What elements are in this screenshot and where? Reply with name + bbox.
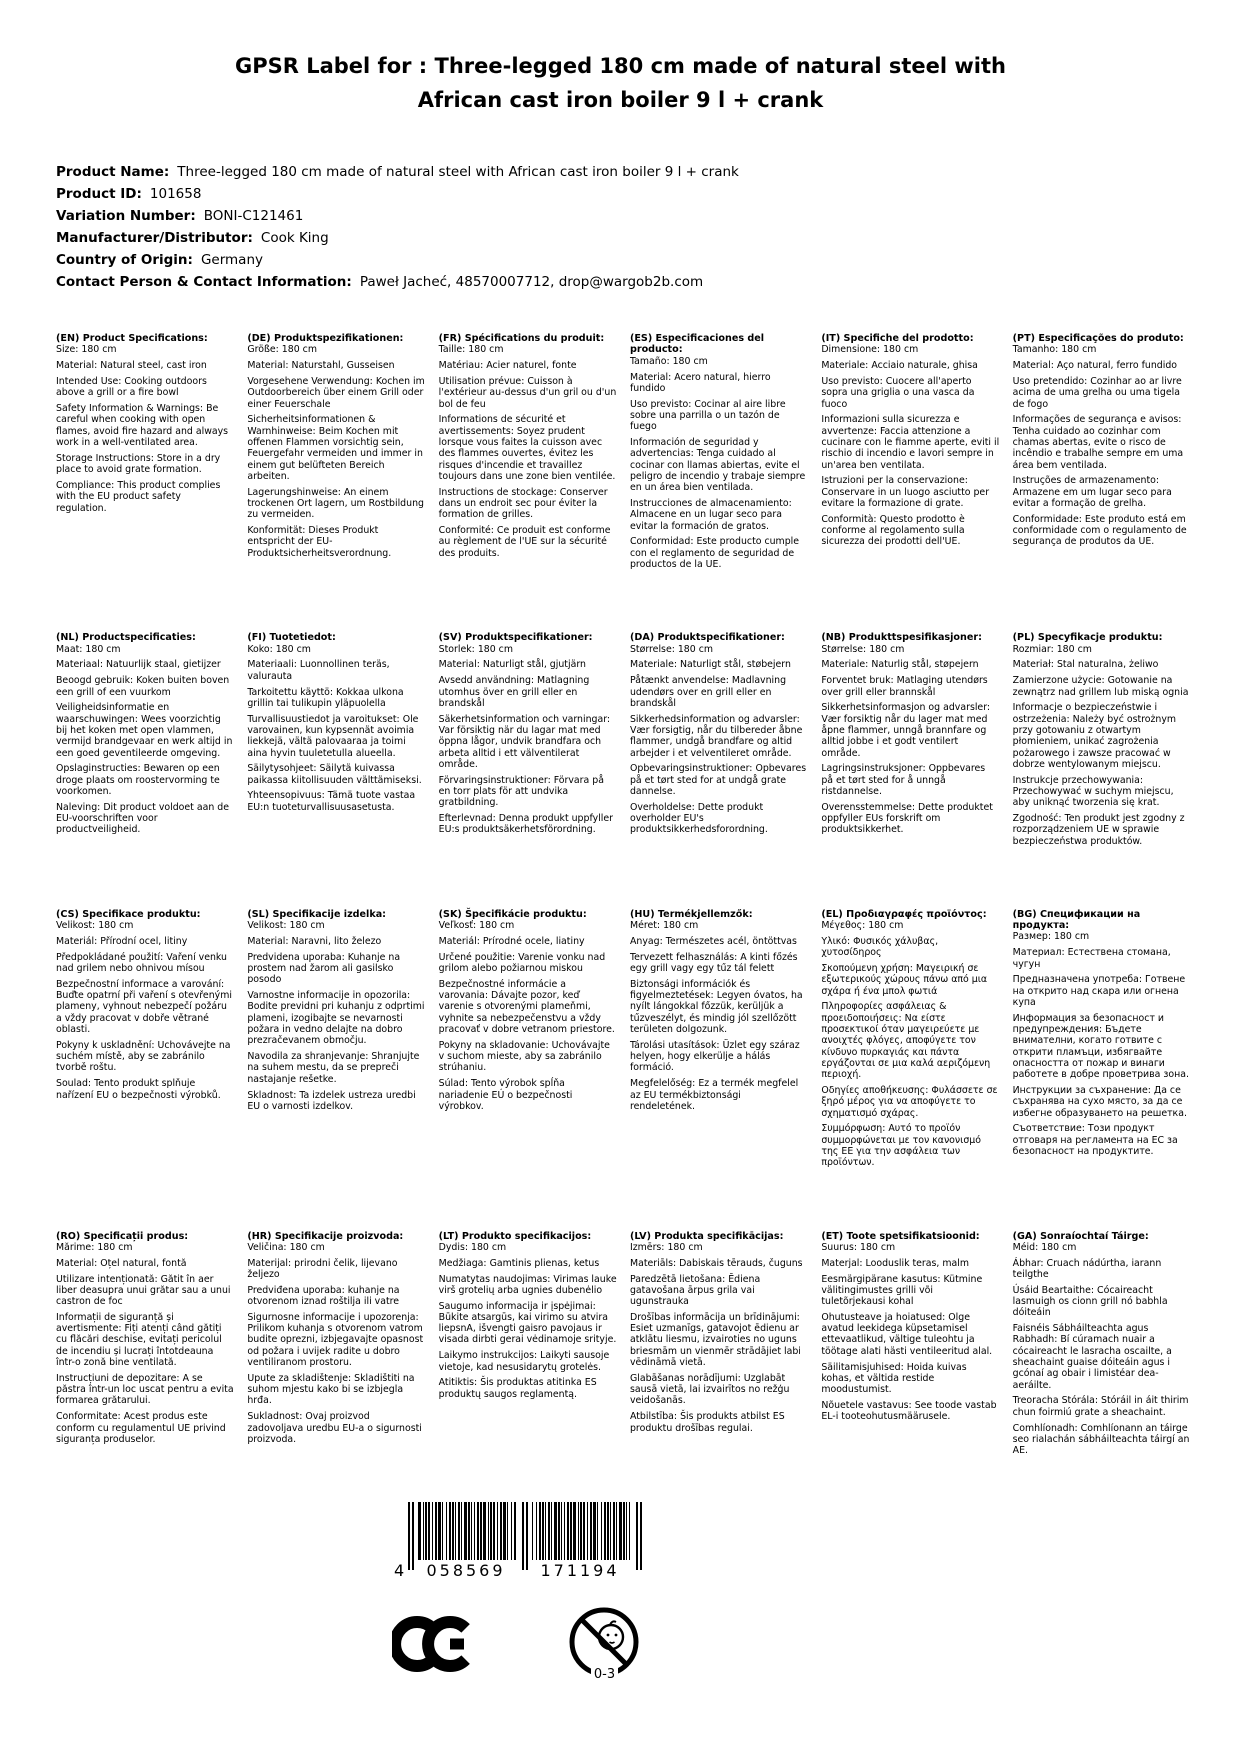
spec-paragraph: Veličina: 180 cm: [247, 1241, 325, 1253]
spec-paragraph: Materjal: Looduslik teras, malm: [821, 1257, 969, 1269]
language-block-et: [821, 1231, 999, 1423]
spec-paragraph: Laikymo instrukcijos: Laikyti sausoje vietoje, kad nesusidarytų grotelės.: [438, 1350, 610, 1373]
spec-paragraph: Instrucciones de almacenamiento: Almacene en un lugar seco para evitar la formación de gratos.: [629, 498, 792, 532]
spec-paragraph: Size: 180 cm: [56, 344, 117, 356]
language-block-nb: [821, 632, 999, 835]
spec-paragraph: Dimensione: 180 cm: [821, 344, 919, 356]
language-block-fr: [439, 333, 617, 559]
block-heading: (FR) Spécifications du produit:: [438, 333, 605, 345]
spec-paragraph: Rozmiar: 180 cm: [1012, 643, 1092, 655]
field-label: Variation Number:: [56, 208, 196, 225]
product-info-row: [56, 183, 1181, 205]
spec-paragraph: Instrucțiuni de depozitare: A se păstra într-un loc uscat pentru a evita formarea grătarului.: [56, 1372, 234, 1407]
spec-paragraph: Veľkosť: 180 cm: [438, 920, 515, 932]
spec-paragraph: Materiál: Prírodné ocele, liatiny: [438, 935, 585, 947]
spec-paragraph: Conformitate: Acest produs este conform cu regulamentul UE privind siguranța produselor.: [56, 1411, 226, 1445]
spec-paragraph: Säilitamisjuhised: Hoida kuivas kohas, et vältida restide moodustumist.: [821, 1361, 967, 1396]
spec-paragraph: Mărime: 180 cm: [56, 1241, 133, 1253]
spec-paragraph: Οδηγίες αποθήκευσης: Φυλάσσετε σε ξηρό μέρος για να αποφύγετε το σχηματισμό σχάρας.: [821, 1085, 998, 1119]
spec-paragraph: Material: Aço natural, ferro fundido: [1012, 360, 1178, 372]
field-value: Paweł Jacheć, 48570007712, drop@wargob2b.com: [359, 274, 704, 291]
spec-paragraph: Storage Instructions: Store in a dry place to avoid grate formation.: [56, 452, 221, 476]
spec-paragraph: Nõuetele vastavus: See toode vastab EL-i tooteohutusmäärusele.: [821, 1399, 997, 1423]
language-block-sl: [247, 909, 425, 1112]
spec-paragraph: Biztonsági információk és figyelmeztetések: Legyen óvatos, ha nyílt lángokkal főzzük, kerüljük a tűzveszélyt, és mindig jól szellőzött területen dolgozunk.: [629, 978, 803, 1036]
spec-paragraph: Instrukcje przechowywania: Przechowywać w suchym miejscu, aby uniknąć tworzenia się krat.: [1012, 774, 1174, 809]
spec-paragraph: Soulad: Tento produkt splňuje nařízení EU o bezpečnosti výrobků.: [56, 1078, 221, 1101]
spec-paragraph: Lagringsinstruksjoner: Oppbevares på et tørt sted for å unngå ristdannelse.: [821, 763, 986, 797]
spec-paragraph: Sukladnost: Ovaj proizvod zadovoljava uredbu EU-a o sigurnosti proizvoda.: [247, 1411, 422, 1445]
ean-barcode: [388, 1502, 653, 1580]
language-block-da: [630, 632, 808, 835]
block-heading: (EL) Προδιαγραφές προϊόντος:: [821, 908, 987, 920]
spec-paragraph: Avsedd användning: Matlagning utomhus över en grill eller en brandskål: [438, 675, 590, 709]
block-heading: (EN) Product Specifications:: [56, 333, 208, 345]
spec-paragraph: Ohutusteave ja hoiatused: Olge avatud leekidega küpsetamisel ettevaatlikud, vältige tuleohtu ja töötage alati hästi ventileeritud alal.: [821, 1311, 993, 1357]
spec-paragraph: Materiaal: Natuurlijk staal, gietijzer: [56, 659, 221, 671]
language-block-pt: [1013, 333, 1191, 548]
spec-paragraph: Méid: 180 cm: [1012, 1241, 1077, 1253]
language-block-cs: [56, 909, 234, 1101]
spec-paragraph: Atbilstība: Šis produkts atbilst ES produktu drošības regulai.: [629, 1411, 785, 1434]
block-heading: (HU) Termékjellemzők:: [629, 908, 753, 920]
language-block-sv: [439, 632, 617, 835]
language-block-es: [630, 333, 808, 570]
spec-paragraph: Størrelse: 180 cm: [821, 643, 905, 655]
block-heading: (SV) Produktspecifikationer:: [438, 632, 593, 644]
spec-paragraph: Súlad: Tento výrobok spĺňa nariadenie EÚ o bezpečnosti výrobkov.: [438, 1078, 573, 1112]
spec-paragraph: Tamanho: 180 cm: [1012, 344, 1097, 356]
spec-paragraph: Υλικό: Φυσικός χάλυβας, χυτοσίδηρος: [821, 935, 939, 959]
spec-paragraph: Størrelse: 180 cm: [629, 643, 714, 655]
spec-paragraph: Uso pretendido: Cozinhar ao ar livre acima de uma grelha ou uma tigela de fogo: [1012, 376, 1182, 410]
spec-paragraph: Glabāšanas norādījumi: Uzglabāt sausā vietā, lai izvairītos no režģu veidošanās.: [629, 1372, 790, 1407]
language-block-hr: [247, 1231, 425, 1446]
block-heading: (LV) Produkta specifikācijas:: [629, 1230, 784, 1242]
spec-paragraph: Förvaringsinstruktioner: Förvara på en torr plats för att undvika gratbildning.: [438, 774, 604, 809]
spec-paragraph: Material: Oțel natural, fontă: [56, 1257, 187, 1269]
spec-paragraph: Predviđena uporaba: kuhanje na otvorenom iznad roštilja ili vatre: [247, 1284, 400, 1308]
spec-paragraph: Materiał: Stal naturalna, żeliwo: [1012, 659, 1159, 671]
language-block-pl: [1013, 632, 1191, 847]
spec-paragraph: Информация за безопасност и предупреждения: Бъдете внимателни, когато готвите с открити пламъци, избягвайте опасността от пожар и винаги работете в добре проветрива зона.: [1012, 1012, 1189, 1081]
block-heading: (IT) Specifiche del prodotto:: [821, 333, 974, 345]
spec-paragraph: Instructions de stockage: Conserver dans un endroit sec pour éviter la formation de grilles.: [438, 486, 608, 521]
block-heading: (RO) Specificații produs:: [56, 1230, 189, 1242]
language-block-nl: [56, 632, 234, 835]
spec-paragraph: Koko: 180 cm: [247, 643, 311, 655]
spec-paragraph: Anyag: Természetes acél, öntöttvas: [629, 935, 797, 947]
product-info-row: [56, 205, 1181, 227]
field-value: Three-legged 180 cm made of natural steel with African cast iron boiler 9 l + crank: [177, 164, 739, 181]
spec-paragraph: Úsáid Beartaithe: Cócaireacht lasmuigh os cionn grill nó babhla dóiteáin: [1012, 1284, 1168, 1319]
spec-paragraph: Pokyny k uskladnění: Uchovávejte na suchém místě, aby se zabránilo tvorbě roštu.: [56, 1039, 231, 1074]
block-heading: (ET) Toote spetsifikatsioonid:: [821, 1230, 980, 1242]
spec-paragraph: Bezpečnostné informácie a varovania: Dávajte pozor, keď varenie s otvorenými plameňmi, vyhnite sa nebezpečenstvu a vždy pracovať v dobre vetranom priestore.: [438, 978, 615, 1036]
spec-paragraph: Naleving: Dit product voldoet aan de EU-voorschriften voor productveiligheid.: [56, 801, 229, 836]
spec-paragraph: Lagerungshinweise: An einem trockenen Ort lagern, um Rostbildung zu vermeiden.: [247, 486, 424, 521]
spec-paragraph: Overholdelse: Dette produkt overholder EU's produktsikkerhedsforordning.: [629, 801, 768, 836]
spec-paragraph: Säilytysohjeet: Säilytä kuivassa paikassa kiitollisuuden välttämiseksi.: [247, 763, 422, 786]
spec-paragraph: Veiligheidsinformatie en waarschuwingen: Wees voorzichtig bij het koken met open vlammen, vermijd brandgevaar en werk altijd in een goed geventileerde omgeving.: [56, 702, 233, 759]
product-info-section: [56, 161, 1181, 293]
spec-paragraph: Varnostne informacije in opozorila: Bodite previdni pri kuhanju z odprtimi plameni, izogibajte se nevarnosti požara in vedno delajte na dobro prezračevanem območju.: [247, 990, 425, 1047]
spec-paragraph: Bezpečnostní informace a varování: Buďte opatrní při vaření s otevřenými plameny, vyhnout nebezpečí požáru a vždy pracovat v dobře větrané oblasti.: [56, 978, 232, 1036]
spec-paragraph: Efterlevnad: Denna produkt uppfyller EU:s produktsäkerhetsförordning.: [438, 812, 613, 836]
spec-paragraph: Opslaginstructies: Bewaren op een droge plaats om roostervorming te voorkomen.: [56, 763, 220, 797]
spec-paragraph: Material: Naturligt stål, gjutjärn: [438, 659, 586, 671]
language-block-en: [56, 333, 234, 514]
spec-paragraph: Medžiaga: Gamtinis plienas, ketus: [438, 1257, 600, 1269]
spec-paragraph: Uso previsto: Cuocere all'aperto sopra una griglia o una vasca da fuoco: [821, 376, 975, 410]
spec-paragraph: Taille: 180 cm: [438, 344, 504, 356]
block-heading: (LT) Produkto specifikacijos:: [438, 1230, 592, 1242]
spec-paragraph: Istruzioni per la conservazione: Conservare in un luogo asciutto per evitare la formazione di grate.: [821, 475, 990, 510]
field-value: Germany: [200, 252, 263, 269]
spec-paragraph: Zamierzone użycie: Gotowanie na zewnątrz nad grillem lub miską ognia: [1012, 675, 1189, 698]
spec-paragraph: Sicherheitsinformationen & Warnhinweise: Beim Kochen mit offenen Flammen vorsichtig sein, Feuergefahr vermeiden und immer in einem gut belüfteten Bereich arbeiten.: [247, 414, 423, 482]
spec-paragraph: Turvallisuustiedot ja varoitukset: Ole varovainen, kun kypsennät avoimia liekkejä, vältä palovaaraa ja toimi aina hyvin tuuletetulla alueella.: [247, 713, 419, 759]
language-block-bg: [1013, 909, 1191, 1157]
spec-paragraph: Materiál: Přírodní ocel, litiny: [56, 935, 188, 947]
field-value: Cook King: [260, 230, 329, 247]
spec-paragraph: Tamaño: 180 cm: [629, 355, 708, 367]
spec-paragraph: Vorgesehene Verwendung: Kochen im Outdoorbereich über einem Grill oder einer Feuerschale: [247, 376, 425, 410]
spec-paragraph: Materiale: Naturlig stål, støpejern: [821, 659, 979, 671]
spec-paragraph: Velikost: 180 cm: [247, 920, 325, 932]
language-block-ga: [1013, 1231, 1191, 1457]
spec-paragraph: Größe: 180 cm: [247, 344, 317, 356]
spec-paragraph: Материал: Естествена стомана, чугун: [1012, 947, 1171, 970]
spec-paragraph: Upute za skladištenje: Skladištiti na suhom mjestu kako bi se izbjegla hrđa.: [247, 1372, 415, 1407]
spec-paragraph: Informazioni sulla sicurezza e avvertenze: Faccia attenzione a cucinare con le fiamme aperte, eviti il rischio di incendio e lavori sempre in un'area ben ventilata.: [821, 414, 1000, 471]
spec-paragraph: Tervezett felhasználás: A kinti főzés egy grill vagy egy tűz tál felett: [629, 951, 798, 975]
product-info-row: [56, 227, 1181, 249]
label-footer: [388, 1502, 688, 1712]
spec-paragraph: Materiale: Naturligt stål, støbejern: [629, 659, 791, 671]
spec-paragraph: Eesmärgipärane kasutus: Kütmine välitingimustes grilli või tuletõrjekausi kohal: [821, 1273, 983, 1308]
spec-paragraph: Předpokládané použití: Vaření venku nad grilem nebo ohnivou mísou: [56, 951, 227, 975]
spec-paragraph: Säkerhetsinformation och varningar: Var försiktig när du lagar mat med öppna lågor, undvik brandfara och arbeta alltid i ett välventilerat område.: [438, 713, 611, 770]
spec-paragraph: Forventet bruk: Matlaging utendørs over grill eller brannskål: [821, 675, 988, 698]
spec-paragraph: Πληροφορίες ασφάλειας & προειδοποιήσεις: Να είστε προσεκτικοί όταν μαγειρεύετε με ανοιχτές φλόγες, αποφύγετε τον κίνδυνο πυρκαγιάς και πάντα εργάζονται σε μια καλά αεριζόμενη περιοχή.: [821, 1001, 991, 1081]
age-warning-0-3-icon: [566, 1606, 642, 1682]
spec-paragraph: Размер: 180 cm: [1012, 931, 1090, 943]
spec-paragraph: Suurus: 180 cm: [821, 1241, 896, 1253]
spec-paragraph: Méret: 180 cm: [629, 920, 699, 932]
spec-paragraph: Paredzētā lietošana: Ēdiena gatavošana ārpus grila vai ugunstrauka: [629, 1273, 761, 1308]
spec-paragraph: Určené použitie: Varenie vonku nad grilom alebo požiarnou miskou: [438, 951, 606, 975]
spec-paragraph: Materiale: Acciaio naturale, ghisa: [821, 360, 978, 372]
spec-paragraph: Utilisation prévue: Cuisson à l'extérieur au-dessus d'un gril ou d'un bol de feu: [438, 376, 617, 410]
spec-paragraph: Numatytas naudojimas: Virimas lauke virš grotelių arba ugnies dubenėlio: [438, 1273, 617, 1296]
spec-paragraph: Sikkerhetsinformasjon og advarsler: Vær forsiktig når du lager mat med åpne flammer, unngå brannfare og alltid jobbe i et godt ventilert område.: [821, 702, 991, 759]
field-label: Manufacturer/Distributor:: [56, 230, 253, 247]
spec-paragraph: Conformità: Questo prodotto è conforme al regolamento sulla sicurezza dei prodotti dell'UE.: [821, 513, 965, 548]
language-block-ro: [56, 1231, 234, 1446]
spec-paragraph: Saugumo informacija ir įspėjimai: Būkite atsargūs, kai virimo su atvira liepsnA, išvengti gaisro pavojaus ir visada dirbti gerai vėdinamoje srityje.: [438, 1300, 617, 1346]
language-block-fi: [247, 632, 425, 813]
block-heading: (DE) Produktspezifikationen:: [247, 333, 404, 345]
spec-paragraph: Conformidad: Este producto cumple con el reglamento de seguridad de productos de la UE.: [629, 536, 800, 571]
spec-paragraph: Conformidade: Este produto está em conformidade com o regulamento de segurança de produtos da UE.: [1012, 513, 1187, 548]
spec-paragraph: Materiaali: Luonnollinen teräs, valurauta: [247, 659, 390, 682]
spec-paragraph: Atitiktis: Šis produktas atitinka ES produktų saugos reglamentą.: [438, 1377, 597, 1400]
spec-paragraph: Σκοπούμενη χρήση: Μαγειρική σε εξωτερικούς χώρους πάνω από μια σχάρα ή ένα μπολ φωτιά: [821, 963, 988, 997]
ean-barcode-bars: [408, 1502, 642, 1570]
spec-paragraph: Instruções de armazenamento: Armazene em um lugar seco para evitar a formação de grelha.: [1012, 475, 1172, 510]
spec-paragraph: Overensstemmelse: Dette produktet oppfyller EUs forskrift om produktsikkerhet.: [821, 801, 993, 836]
language-block-it: [821, 333, 999, 548]
spec-paragraph: Materijal: prirodni čelik, lijevano željezo: [247, 1257, 398, 1280]
block-heading: (BG) Спецификации на продукта:: [1012, 908, 1141, 932]
block-heading: (NL) Productspecificaties:: [56, 632, 196, 644]
barcode-digit-group1: 058569: [426, 1561, 506, 1581]
field-label: Product ID:: [56, 186, 142, 203]
spec-paragraph: Informații de siguranță și avertismente: Fiți atenți când gătiți cu flăcări deschise, evitați pericolul de incendiu și lucrați întotdeauna într-o zonă bine ventilată.: [56, 1311, 222, 1369]
compliance-icons-row: [392, 1606, 688, 1682]
spec-paragraph: Intended Use: Cooking outdoors above a grill or a fire bowl: [56, 376, 207, 399]
field-value: 101658: [149, 186, 202, 203]
spec-paragraph: Opbevaringsinstruktioner: Opbevares på et tørt sted for at undgå grate dannelse.: [629, 763, 807, 797]
spec-paragraph: Navodila za shranjevanje: Shranjujte na suhem mestu, da se prepreči nastajanje rešetke.: [247, 1051, 420, 1085]
spec-paragraph: Инструкции за съхранение: Да се съхранява на сухо място, за да се избегне образуването на решетка.: [1012, 1085, 1187, 1119]
field-label: Country of Origin:: [56, 252, 193, 269]
language-block-de: [247, 333, 425, 559]
spec-paragraph: Предназначена употреба: Готвене на открито над скара или огнена купа: [1012, 974, 1186, 1008]
spec-paragraph: Compliance: This product complies with the EU product safety regulation.: [56, 479, 221, 514]
spec-paragraph: Drošības informācija un brīdinājumi: Esiet uzmanīgs, gatavojot ēdienu ar atklātu liesmu, izvairoties no uguns briesmām un vienmēr strādājiet labi vēdināmā vietā.: [629, 1311, 801, 1369]
spec-paragraph: Conformité: Ce produit est conforme au règlement de l'UE sur la sécurité des produits.: [438, 525, 611, 559]
spec-paragraph: Informacje o bezpieczeństwie i ostrzeżenia: Należy być ostrożnym przy gotowaniu z otwartym płomieniem, unikać zagrożenia pożarowego i zawsze pracować w dobrze wentylowanym miejscu.: [1012, 702, 1177, 770]
page-title: GPSR Label for : Three-legged 180 cm made of natural steel with African cast iron boiler 9 l + crank: [234, 54, 1006, 112]
language-block-hu: [630, 909, 808, 1112]
spec-paragraph: Izmērs: 180 cm: [629, 1241, 703, 1253]
block-heading: (SL) Specifikacije izdelka:: [247, 908, 387, 920]
field-label: Product Name:: [56, 164, 170, 181]
spec-paragraph: Zgodność: Ten produkt jest zgodny z rozporządzeniem UE w sprawie bezpieczeństwa produktów.: [1012, 812, 1185, 847]
field-label: Contact Person & Contact Information:: [56, 274, 352, 291]
spec-paragraph: Material: Acero natural, hierro fundido: [629, 371, 771, 394]
spec-paragraph: Съответствие: Този продукт отговаря на регламента на ЕС за безопасност на продуктите.: [1012, 1123, 1178, 1158]
spec-paragraph: Treoracha Stórála: Stóráil in áit thirim chun foirmiú grate a sheachaint.: [1012, 1395, 1189, 1418]
spec-paragraph: Velikost: 180 cm: [56, 920, 134, 932]
spec-paragraph: Informations de sécurité et avertissements: Soyez prudent lorsque vous faites la cuisson avec des flammes ouvertes, évitez les risques d'incendie et travaillez toujours dans une zone bien ventilée.: [438, 414, 616, 482]
block-heading: (ES) Especificaciones del producto:: [629, 333, 765, 356]
spec-paragraph: Safety Information & Warnings: Be careful when cooking with open flames, avoid fire hazard and always work in a well-ventilated area.: [56, 403, 229, 449]
language-grid: [56, 333, 1191, 1456]
block-heading: (NB) Produkttspesifikasjoner:: [821, 632, 982, 644]
language-block-sk: [439, 909, 617, 1112]
ce-mark-icon: [392, 1613, 480, 1675]
spec-paragraph: Comhlíonadh: Comhlíonann an táirge seo rialachán sábháilteachta táirgí an AE.: [1012, 1422, 1190, 1457]
spec-paragraph: Pokyny na skladovanie: Uchovávajte v suchom mieste, aby sa zabránilo strúhaniu.: [438, 1039, 610, 1074]
spec-paragraph: Materiāls: Dabiskais tērauds, čuguns: [629, 1257, 803, 1269]
spec-paragraph: Yhteensopivuus: Tämä tuote vastaa EU:n tuoteturvallisuusasetusta.: [247, 790, 416, 813]
spec-paragraph: Predvidena uporaba: Kuhanje na prostem nad žarom ali gasilsko posodo: [247, 951, 401, 986]
spec-paragraph: Matériau: Acier naturel, fonte: [438, 360, 577, 372]
field-value: BONI-C121461: [203, 208, 304, 225]
spec-paragraph: Beoogd gebruik: Koken buiten boven een grill of een vuurkom: [56, 675, 230, 698]
block-heading: (HR) Specifikacije proizvoda:: [247, 1230, 404, 1242]
spec-paragraph: Megfelelőség: Ez a termék megfelel az EU termékbiztonsági rendeletének.: [629, 1078, 799, 1112]
product-info-row: [56, 271, 1181, 293]
spec-paragraph: Ábhar: Cruach nádúrtha, iarann teilgthe: [1012, 1257, 1162, 1280]
product-info-row: [56, 249, 1181, 271]
spec-paragraph: Utilizare intenționată: Gătit în aer liber deasupra unui grătar sau a unui castron de foc: [56, 1273, 231, 1308]
block-heading: (CS) Specifikace produktu:: [56, 908, 201, 920]
spec-paragraph: Μέγεθος: 180 cm: [821, 920, 904, 932]
language-block-lv: [630, 1231, 808, 1434]
spec-paragraph: Material: Natural steel, cast iron: [56, 360, 207, 372]
spec-paragraph: Sikkerhedsinformation og advarsler: Vær forsigtig, når du tilbereder åbne flammer, undgå brandfare og altid arbejder i et velventileret område.: [629, 713, 803, 759]
spec-paragraph: Tárolási utasítások: Üzlet egy száraz helyen, hogy elkerülje a hálás formáció.: [629, 1039, 800, 1074]
spec-paragraph: Maat: 180 cm: [56, 643, 121, 655]
spec-paragraph: Skladnost: Ta izdelek ustreza uredbi EU o varnosti izdelkov.: [247, 1089, 416, 1112]
spec-paragraph: Sigurnosne informacije i upozorenja: Prilikom kuhanja s otvorenom vatrom budite oprezni, izbjegavajte opasnost od požara i uvijek radite u dobro ventiliranom prostoru.: [247, 1311, 424, 1369]
block-heading: (FI) Tuotetiedot:: [247, 632, 336, 644]
age-warning-text: 0-3: [593, 1667, 616, 1683]
language-block-el: [821, 909, 999, 1169]
spec-paragraph: Información de seguridad y advertencias: Tenga cuidado al cocinar con llamas abiertas, evite el peligro de incendio y trabaje siempre en un área bien ventilada.: [629, 437, 806, 494]
block-heading: (DA) Produktspecifikationer:: [629, 632, 785, 644]
block-heading: (GA) Sonraíochtaí Táirge:: [1012, 1230, 1149, 1242]
spec-paragraph: Faisnéis Sábháilteachta agus Rabhadh: Bí cúramach nuair a cócaireacht le lasracha oscailte, a sheachaint guaise dóiteáin agus i gcónaí ag obair i limistéar dea-aeráilte.: [1012, 1323, 1172, 1391]
spec-paragraph: Uso previsto: Cocinar al aire libre sobre una parrilla o un tazón de fuego: [629, 398, 786, 433]
spec-paragraph: Material: Naturstahl, Gusseisen: [247, 360, 395, 372]
block-heading: (SK) Špecifikácie produktu:: [438, 908, 587, 920]
spec-paragraph: Tarkoitettu käyttö: Kokkaa ulkona grillin tai tulikupin yläpuolella: [247, 686, 404, 709]
spec-paragraph: Material: Naravni, lito železo: [247, 935, 382, 947]
spec-paragraph: Συμμόρφωση: Αυτό το προϊόν συμμορφώνεται με τον κανονισμό της ΕΕ για την ασφάλεια των προϊόντων.: [821, 1123, 981, 1169]
spec-paragraph: Påtænkt anvendelse: Madlavning udendørs over en grill eller en brandskål: [629, 675, 787, 709]
spec-paragraph: Konformität: Dieses Produkt entspricht der EU-Produktsicherheitsverordnung.: [247, 525, 392, 559]
barcode-digit-group2: 171194: [540, 1561, 620, 1581]
product-info-row: [56, 161, 1181, 183]
barcode-digit-left: 4: [394, 1561, 405, 1581]
spec-paragraph: Storlek: 180 cm: [438, 643, 513, 655]
spec-paragraph: Dydis: 180 cm: [438, 1241, 507, 1253]
language-block-lt: [439, 1231, 617, 1400]
block-heading: (PT) Especificações do produto:: [1012, 333, 1184, 345]
spec-paragraph: Informações de segurança e avisos: Tenha cuidado ao cozinhar com chamas abertas, evite o risco de incêndio e trabalhe sempre em uma área bem ventilada.: [1012, 414, 1184, 471]
block-heading: (PL) Specyfikacje produktu:: [1012, 632, 1163, 644]
